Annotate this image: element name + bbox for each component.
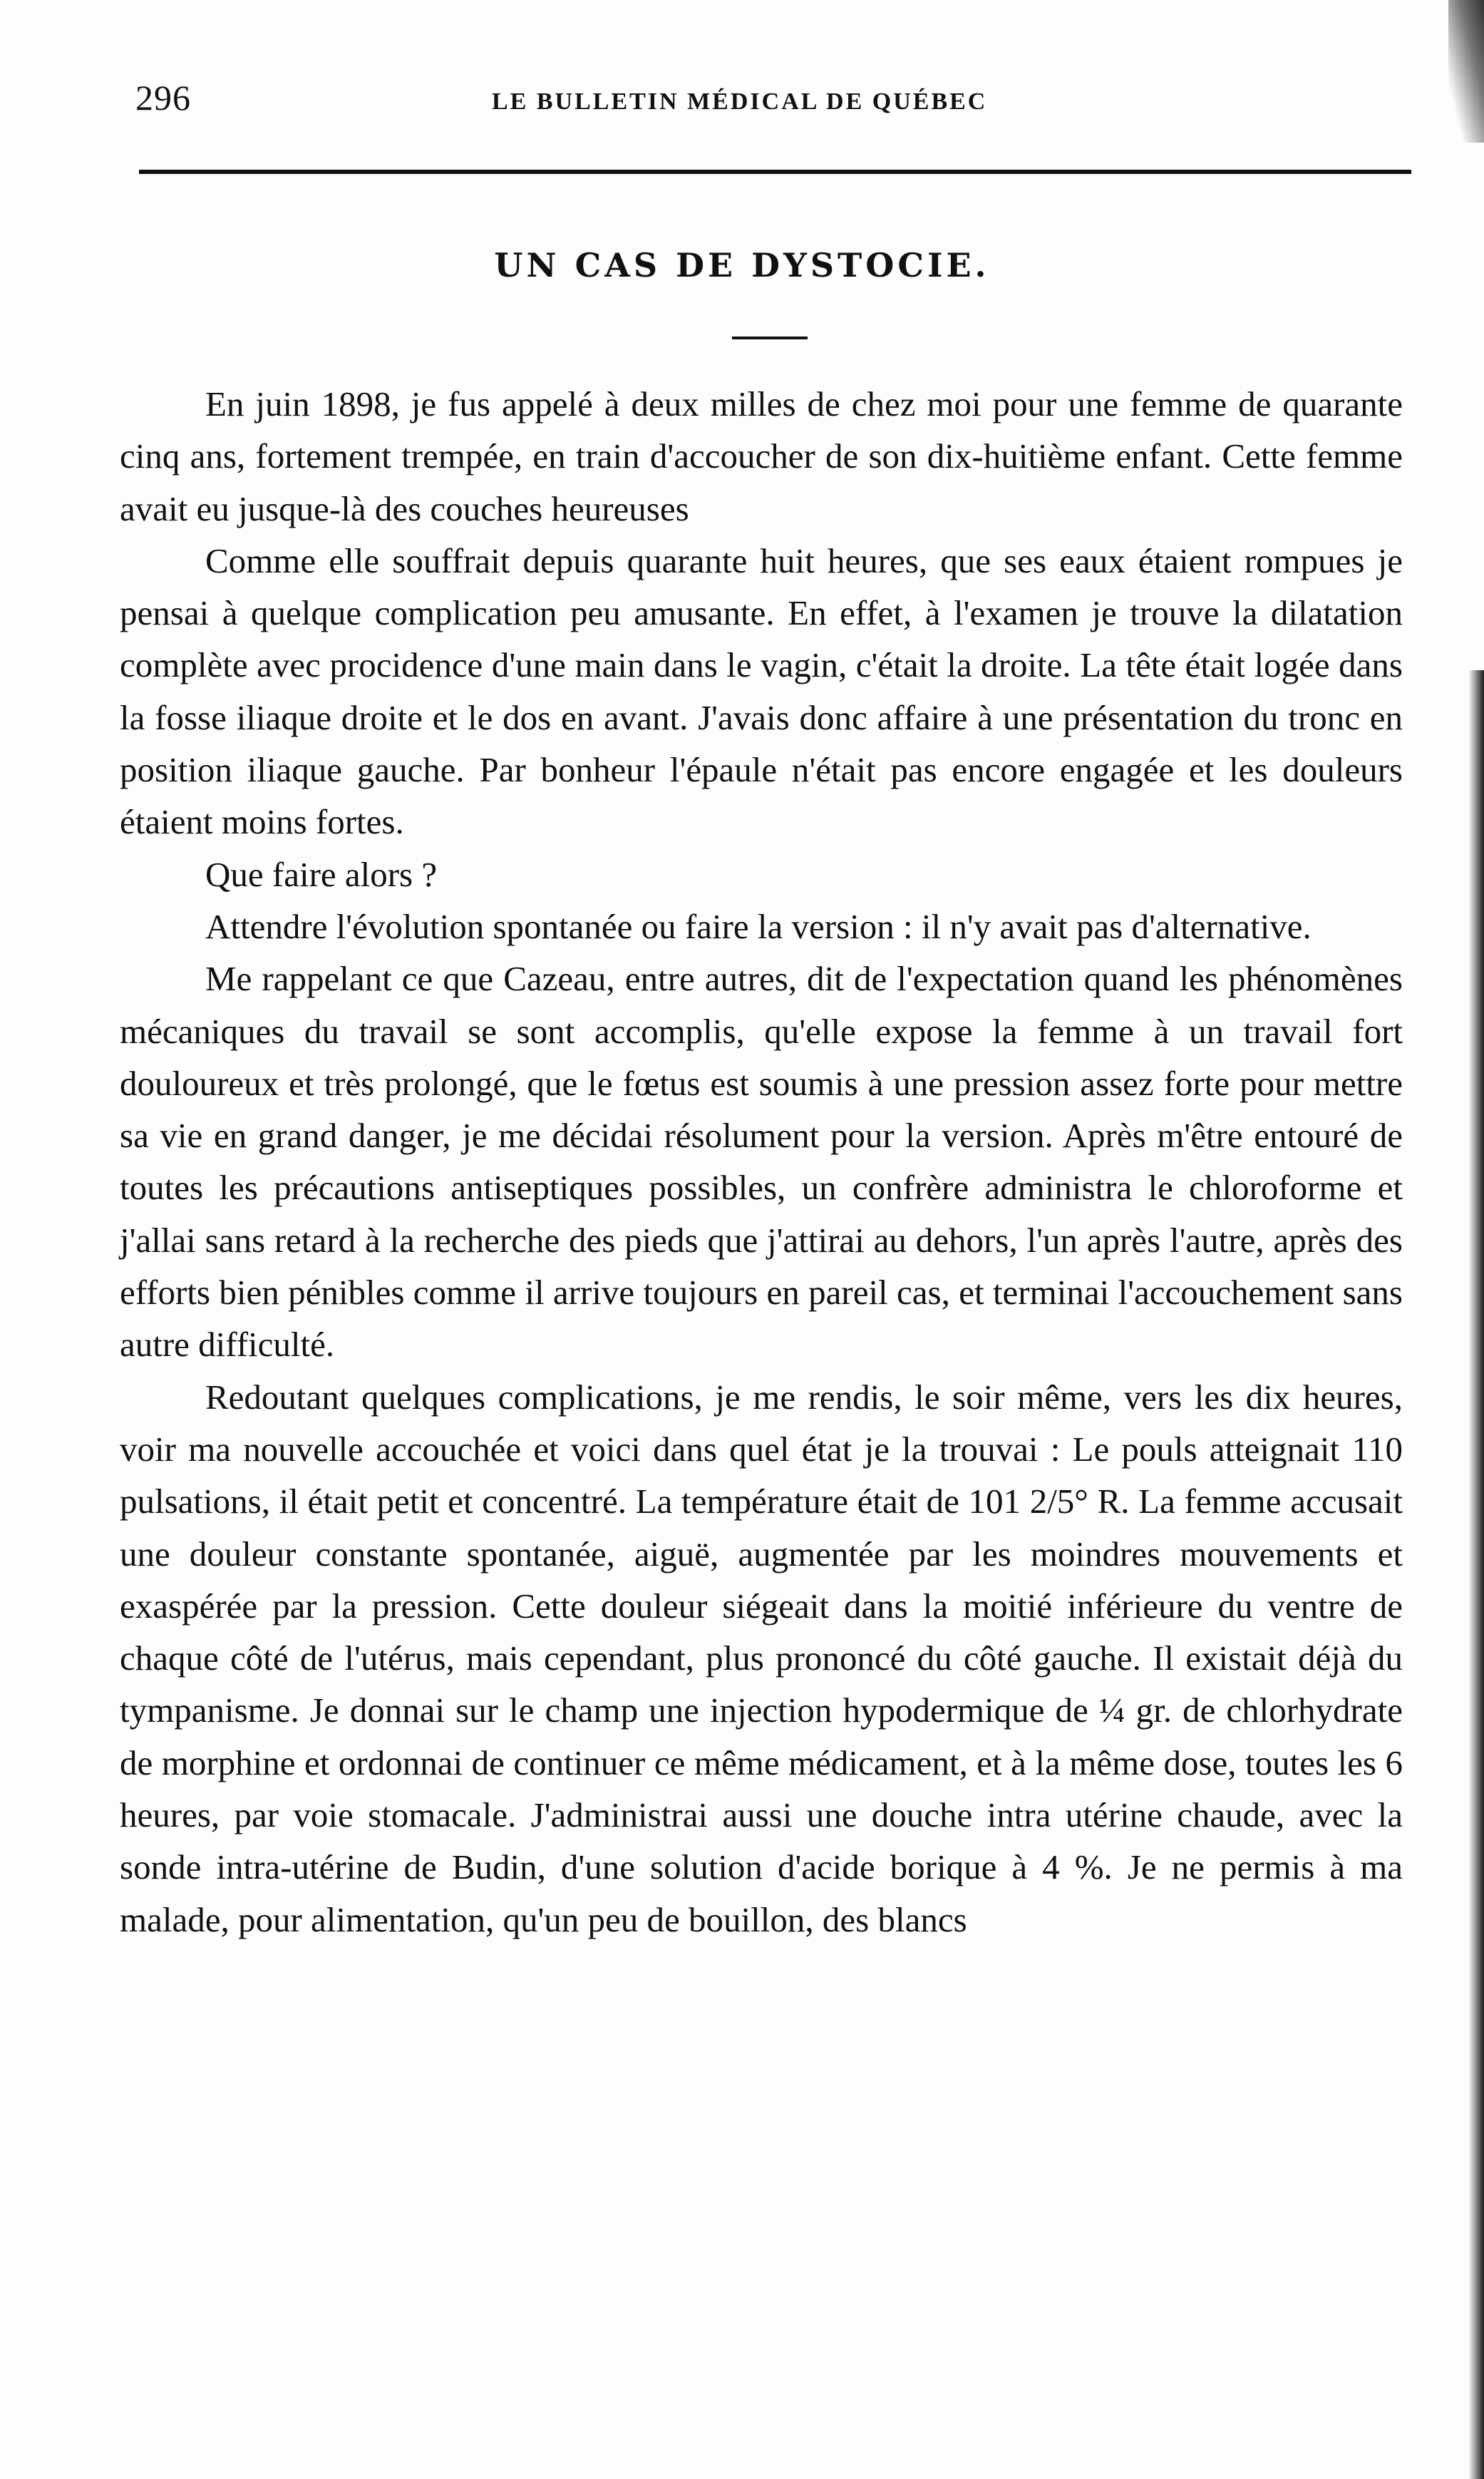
page-header: [135, 71, 1418, 128]
paragraph: Me rappelant ce que Cazeau, entre autres, dit de l'expectation quand les phénomènes mécaniques du travail se sont accomplis, qu'elle expose la femme à un travail fort douloureux et très prolongé, que le fœtus est soumis à une pression assez forte pour mettre sa vie en grand danger, je me décidai résolument pour la version. Après m'être entouré de toutes les précautions antiseptiques possibles, un confrère administra le chloroforme et j'allai sans retard à la recherche des pieds que j'attirai au dehors, l'un après l'autre, après des efforts bien pénibles comme il arrive toujours en pareil cas, et terminai l'accouchement sans autre difficulté.: [120, 959, 1403, 1365]
article-title: UN CAS DE DYSTOCIE.: [494, 246, 990, 284]
header-rule: [139, 170, 1411, 174]
paragraph: En juin 1898, je fus appelé à deux milles de chez moi pour une femme de quarante cinq ans, fortement trempée, en train d'accoucher de son dix-huitième enfant. Cette femme avait eu jusque-là des couches heureuses: [120, 384, 1403, 528]
paragraph: Comme elle souffrait depuis quarante huit heures, que ses eaux étaient rompues je pensai à quelque complication peu amusante. En effet, à l'examen je trouve la dilatation complète avec procidence d'une main dans le vagin, c'était la droite. La tête était logée dans la fosse iliaque droite et le dos en avant. J'avais donc affaire à une présentation du tronc en position iliaque gauche. Par bonheur l'épaule n'était pas encore engagée et les douleurs étaient moins fortes.: [120, 540, 1403, 842]
paragraph: Attendre l'évolution spontanée ou faire la version : il n'y avait pas d'alternative.: [205, 906, 1312, 946]
page-edge-shadow: [1468, 670, 1484, 2479]
paragraph: Redoutant quelques complications, je me rendis, le soir même, vers les dix heures, voir ma nouvelle accouchée et voici dans quel état je la trouvai : Le pouls atteignait 110 pulsations, il était petit et concentré. La température était de 101 2/5° R. La femme accusait une douleur constante spontanée, aiguë, augmentée par les moindres mouvements et exaspérée par la pression. Cette douleur siégeait dans la moitié inférieure du ventre de chaque côté de l'utérus, mais cependant, plus prononcé du côté gauche. Il existait déjà du tympanisme. Je donnai sur le champ une injection hypodermique de ¼ gr. de chlorhydrate de morphine et ordonnai de continuer ce même médicament, et à la même dose, toutes les 6 heures, par voie stomacale. J'administrai aussi une douche intra utérine chaude, avec la sonde intra-utérine de Budin, d'une solution d'acide borique à 4 %. Je ne permis à ma malade, pour alimentation, qu'un peu de bouillon, des blancs: [120, 1377, 1403, 1939]
running-head: LE BULLETIN MÉDICAL DE QUÉBEC: [492, 88, 988, 115]
page-corner-shadow: [1448, 0, 1484, 143]
page-number: 296: [135, 78, 191, 118]
article-body: [120, 378, 1403, 1946]
paragraph: Que faire alors ?: [205, 854, 438, 894]
title-rule: [732, 337, 808, 339]
